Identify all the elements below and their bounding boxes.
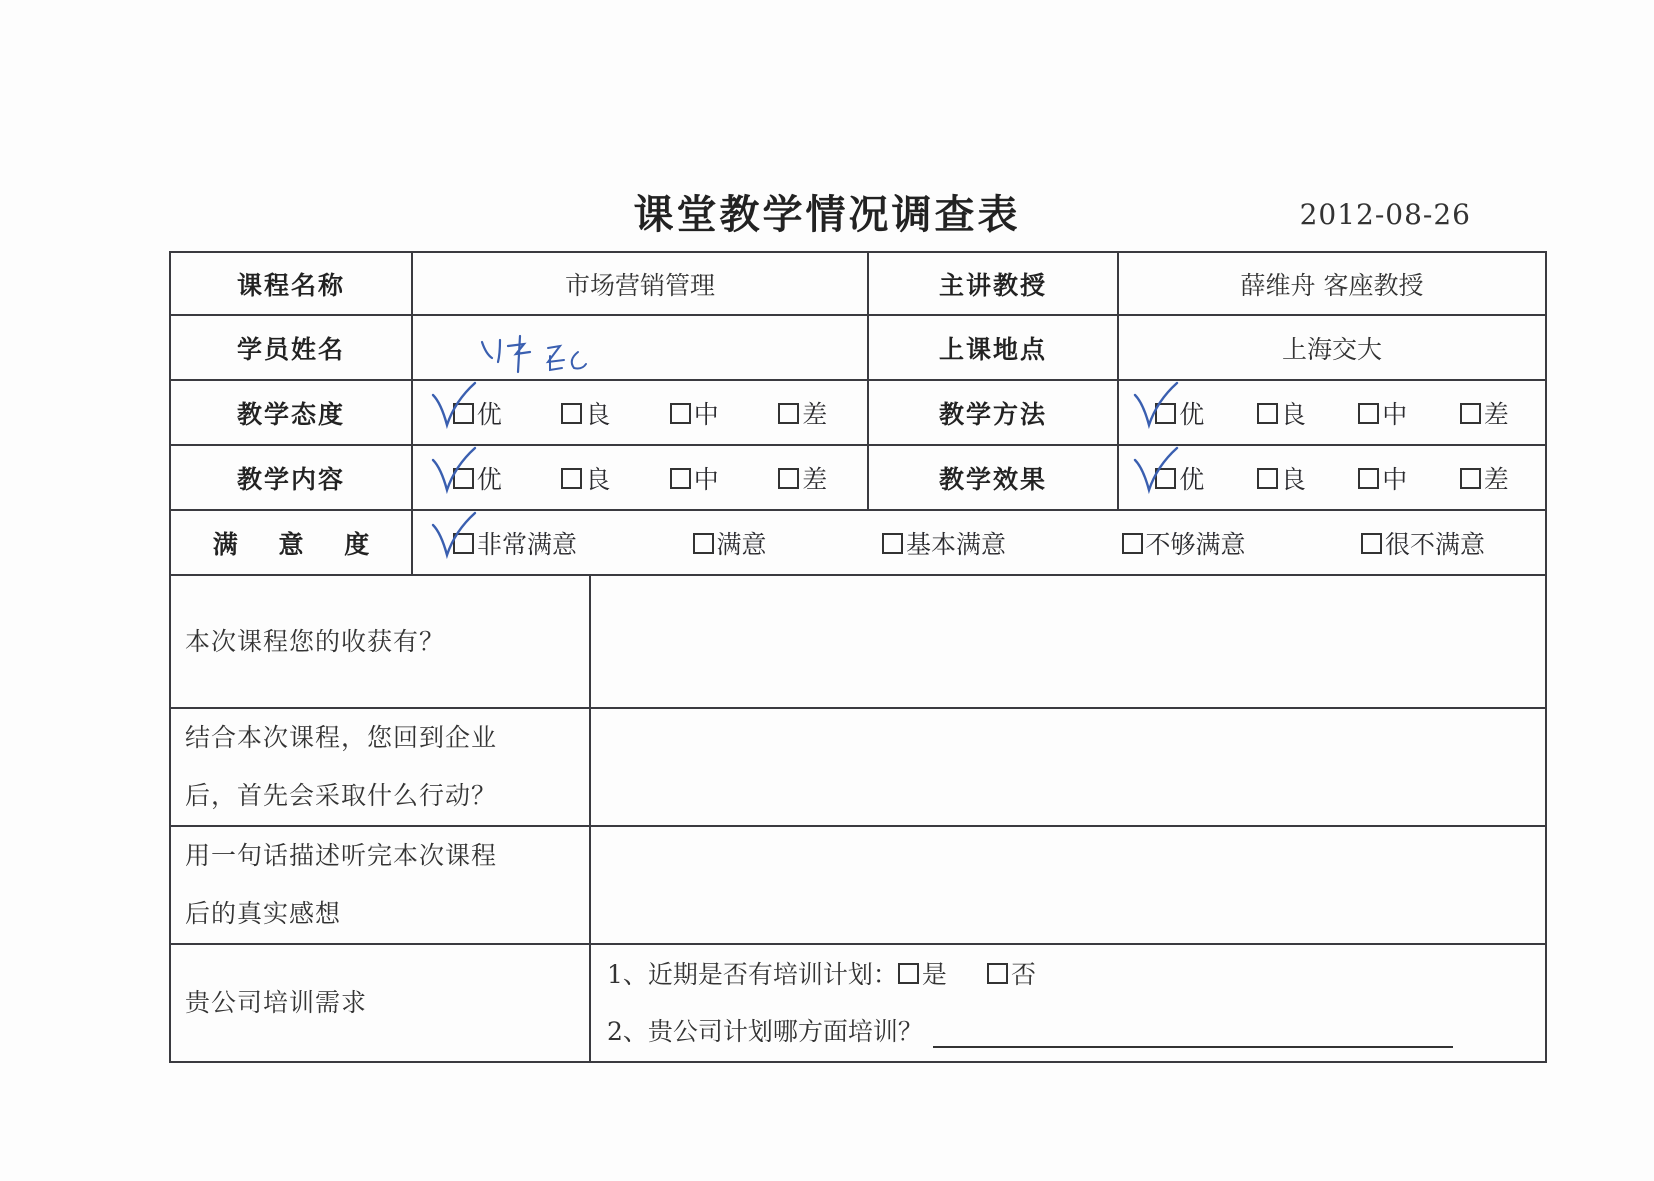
checkbox-icon[interactable] bbox=[1257, 403, 1278, 424]
form-title: 课堂教学情况调查表 bbox=[633, 192, 1021, 238]
action-question-line1: 结合本次课程，您回到企业 bbox=[185, 723, 498, 752]
option-label: 优 bbox=[476, 399, 502, 429]
checkbox-no[interactable] bbox=[987, 963, 1008, 984]
needs-area-blank[interactable] bbox=[933, 1020, 1453, 1048]
option-label: 良 bbox=[585, 399, 611, 429]
action-question-line2: 后，首先会采取什么行动？ bbox=[185, 781, 498, 810]
checkbox-icon[interactable] bbox=[1460, 403, 1481, 424]
option-label: 不够满意 bbox=[1145, 529, 1246, 559]
needs-area-question: 2、贵公司计划哪方面培训？ bbox=[607, 1017, 923, 1046]
satisfaction-option-2[interactable] bbox=[693, 525, 767, 561]
location-label: 上课地点 bbox=[868, 315, 1118, 380]
gain-answer[interactable] bbox=[590, 575, 1546, 708]
content-option-1[interactable] bbox=[453, 460, 502, 496]
attitude-option-2[interactable] bbox=[561, 395, 610, 431]
option-label: 差 bbox=[1483, 464, 1509, 494]
feeling-question-line1: 用一句话描述听完本次课程 bbox=[185, 841, 498, 870]
option-label: 满意 bbox=[716, 529, 767, 559]
attitude-options bbox=[412, 380, 868, 445]
gain-row bbox=[170, 575, 1546, 708]
option-label: 差 bbox=[802, 399, 828, 429]
content-options bbox=[412, 445, 868, 510]
method-option-3[interactable] bbox=[1358, 395, 1407, 431]
checkbox-icon[interactable] bbox=[778, 403, 799, 424]
student-value[interactable] bbox=[412, 315, 868, 380]
method-label: 教学方法 bbox=[868, 380, 1118, 445]
option-label: 差 bbox=[1483, 399, 1509, 429]
effect-option-2[interactable] bbox=[1257, 460, 1306, 496]
option-label: 很不满意 bbox=[1385, 529, 1486, 559]
option-label: 中 bbox=[1382, 399, 1408, 429]
checkbox-icon[interactable] bbox=[561, 403, 582, 424]
checkbox-icon[interactable] bbox=[1358, 403, 1379, 424]
attitude-option-3[interactable] bbox=[670, 395, 719, 431]
option-label: 优 bbox=[476, 464, 502, 494]
form-date: 2012-08-26 bbox=[1299, 198, 1471, 231]
option-label: 差 bbox=[802, 464, 828, 494]
effect-option-4[interactable] bbox=[1460, 460, 1509, 496]
option-no-label: 否 bbox=[1010, 960, 1036, 989]
survey-table bbox=[169, 251, 1547, 1063]
checkbox-icon[interactable] bbox=[778, 468, 799, 489]
checkbox-icon[interactable] bbox=[453, 403, 474, 424]
option-label: 中 bbox=[693, 464, 719, 494]
checkbox-icon[interactable] bbox=[1361, 533, 1382, 554]
attitude-method-row bbox=[170, 380, 1546, 445]
needs-row bbox=[170, 944, 1546, 1062]
lecturer-label: 主讲教授 bbox=[868, 252, 1118, 315]
option-label: 良 bbox=[585, 464, 611, 494]
satisfaction-option-4[interactable] bbox=[1122, 525, 1246, 561]
satisfaction-option-3[interactable] bbox=[882, 525, 1006, 561]
checkbox-icon[interactable] bbox=[1460, 468, 1481, 489]
method-option-1[interactable] bbox=[1155, 395, 1204, 431]
attitude-option-1[interactable] bbox=[453, 395, 502, 431]
feeling-question bbox=[170, 826, 590, 944]
option-label: 良 bbox=[1280, 399, 1306, 429]
checkbox-icon[interactable] bbox=[670, 468, 691, 489]
lecturer-value[interactable]: 薛维舟 客座教授 bbox=[1118, 252, 1546, 315]
action-question bbox=[170, 708, 590, 826]
method-option-4[interactable] bbox=[1460, 395, 1509, 431]
effect-label: 教学效果 bbox=[868, 445, 1118, 510]
effect-options bbox=[1118, 445, 1546, 510]
feeling-answer[interactable] bbox=[590, 826, 1546, 944]
option-label: 基本满意 bbox=[906, 529, 1007, 559]
student-row bbox=[170, 315, 1546, 380]
checkbox-icon[interactable] bbox=[561, 468, 582, 489]
option-label: 中 bbox=[693, 399, 719, 429]
option-label: 优 bbox=[1179, 399, 1205, 429]
option-label: 良 bbox=[1280, 464, 1306, 494]
satisfaction-row bbox=[170, 510, 1546, 575]
course-value[interactable]: 市场营销管理 bbox=[412, 252, 868, 315]
needs-label: 贵公司培训需求 bbox=[170, 944, 590, 1062]
content-effect-row bbox=[170, 445, 1546, 510]
course-row bbox=[170, 252, 1546, 315]
feeling-row bbox=[170, 826, 1546, 944]
student-label: 学员姓名 bbox=[170, 315, 412, 380]
content-option-4[interactable] bbox=[778, 460, 827, 496]
needs-area-line bbox=[607, 1003, 1529, 1060]
satisfaction-options bbox=[412, 510, 1546, 575]
effect-option-1[interactable] bbox=[1155, 460, 1204, 496]
checkbox-icon[interactable] bbox=[882, 533, 903, 554]
method-options bbox=[1118, 380, 1546, 445]
content-label: 教学内容 bbox=[170, 445, 412, 510]
checkbox-icon[interactable] bbox=[453, 468, 474, 489]
method-option-2[interactable] bbox=[1257, 395, 1306, 431]
course-label: 课程名称 bbox=[170, 252, 412, 315]
needs-plan-question: 1、近期是否有培训计划： bbox=[607, 960, 898, 989]
checkbox-icon[interactable] bbox=[1155, 403, 1176, 424]
option-label: 非常满意 bbox=[477, 529, 578, 559]
checkbox-icon[interactable] bbox=[1122, 533, 1143, 554]
attitude-label: 教学态度 bbox=[170, 380, 412, 445]
attitude-option-4[interactable] bbox=[778, 395, 827, 431]
satisfaction-option-5[interactable] bbox=[1361, 525, 1485, 561]
action-answer[interactable] bbox=[590, 708, 1546, 826]
content-option-3[interactable] bbox=[670, 460, 719, 496]
checkbox-icon[interactable] bbox=[1358, 468, 1379, 489]
content-option-2[interactable] bbox=[561, 460, 610, 496]
location-value[interactable]: 上海交大 bbox=[1118, 315, 1546, 380]
option-label: 优 bbox=[1179, 464, 1205, 494]
action-row bbox=[170, 708, 1546, 826]
checkbox-yes[interactable] bbox=[898, 963, 919, 984]
checkbox-icon[interactable] bbox=[693, 533, 714, 554]
satisfaction-label: 满 意 度 bbox=[170, 510, 412, 575]
satisfaction-option-1[interactable] bbox=[453, 525, 577, 561]
gain-question: 本次课程您的收获有？ bbox=[170, 575, 590, 708]
checkbox-icon[interactable] bbox=[670, 403, 691, 424]
needs-answers bbox=[590, 944, 1546, 1062]
feeling-question-line2: 后的真实感想 bbox=[185, 899, 342, 928]
checkbox-icon[interactable] bbox=[1257, 468, 1278, 489]
option-label: 中 bbox=[1382, 464, 1408, 494]
option-yes-label: 是 bbox=[921, 960, 947, 989]
checkbox-icon[interactable] bbox=[453, 533, 474, 554]
effect-option-3[interactable] bbox=[1358, 460, 1407, 496]
needs-plan-line bbox=[607, 946, 1529, 1003]
checkbox-icon[interactable] bbox=[1155, 468, 1176, 489]
